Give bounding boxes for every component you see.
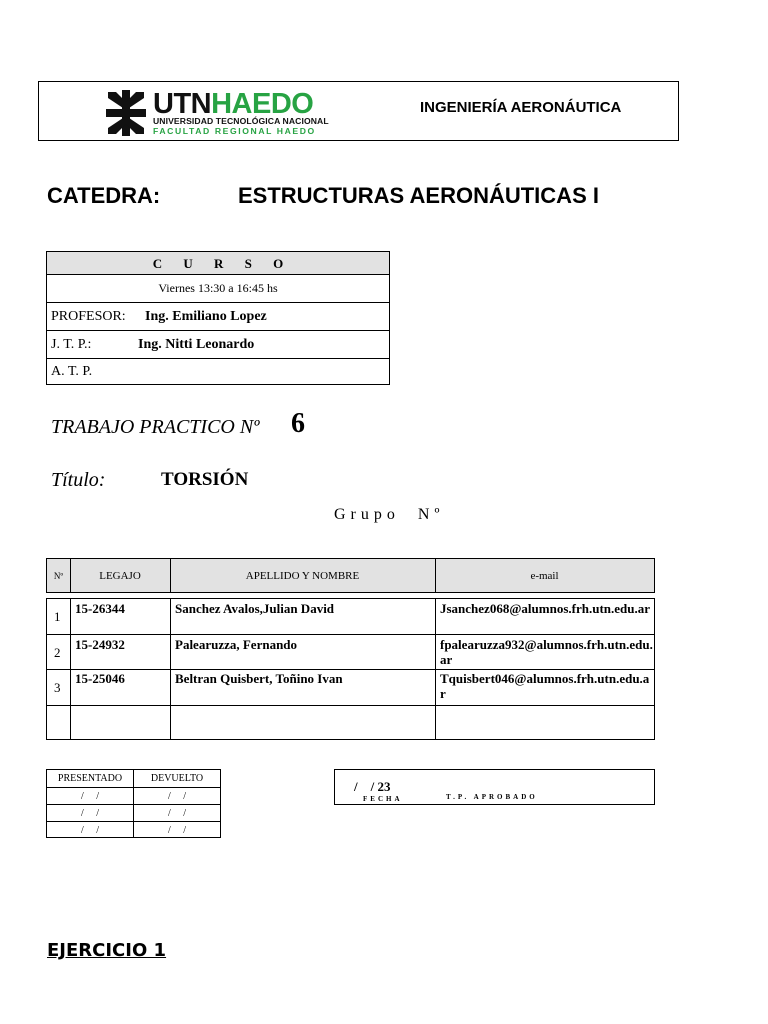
group-label: Grupo Nº (334, 506, 445, 523)
logo-faculty: FACULTAD REGIONAL HAEDO (153, 126, 316, 136)
row-legajo: 15-25046 (75, 671, 125, 686)
utn-emblem-icon (106, 90, 146, 136)
exercise-heading: EJERCICIO 1 (47, 940, 167, 961)
row-email: fpalearuzza932@alumnos.frh.utn.edu.ar (440, 637, 653, 667)
row-name: Beltran Quisbert, Toñino Ivan (175, 671, 343, 686)
jtp-value: Ing. Nitti Leonardo (138, 337, 255, 352)
header-legajo: LEGAJO (99, 569, 141, 582)
row-email: Jsanchez068@alumnos.frh.utn.edu.ar (440, 601, 650, 616)
row-name: Palearuzza, Fernando (175, 637, 298, 652)
row-legajo: 15-24932 (75, 637, 125, 652)
profesor-label: PROFESOR: (51, 309, 126, 324)
logo-wordmark: UTNHAEDO (153, 88, 314, 120)
tp-number: 6 (291, 408, 305, 439)
curso-profesor-row (47, 302, 389, 330)
curso-table (46, 251, 390, 385)
aprobado-label: T.P. APROBADO (446, 793, 538, 801)
entregas-row (47, 821, 220, 837)
students-body (46, 598, 655, 740)
utn-haedo-logo (106, 89, 366, 137)
profesor-value: Ing. Emiliano Lopez (145, 309, 267, 324)
devuelto-date: / / (167, 807, 187, 819)
header-name: APELLIDO Y NOMBRE (245, 569, 360, 582)
entregas-header (47, 770, 220, 787)
catedra-label: CATEDRA: (47, 183, 161, 208)
header-devuelto: DEVUELTO (150, 772, 204, 784)
logo-university: UNIVERSIDAD TECNOLÓGICA NACIONAL (153, 116, 329, 126)
presentado-date: / / (80, 807, 100, 819)
title-label: Título: (51, 469, 106, 491)
row-name: Sanchez Avalos,Julian David (175, 601, 335, 616)
header-email: e-mail (530, 569, 559, 582)
table-row (47, 669, 654, 706)
curso-jtp-row (47, 330, 389, 358)
presentado-date: / / (80, 790, 100, 802)
presentado-date: / / (80, 824, 100, 836)
entregas-table (46, 769, 221, 838)
department-title: INGENIERÍA AERONÁUTICA (420, 99, 622, 116)
entregas-row (47, 787, 220, 804)
row-legajo: 15-26344 (75, 601, 125, 616)
title-value: TORSIÓN (161, 469, 249, 490)
row-num: 3 (54, 680, 61, 695)
devuelto-date: / / (167, 790, 187, 802)
students-header (46, 558, 655, 593)
fecha-date: / / 23 (354, 779, 391, 794)
tp-label: TRABAJO PRACTICO Nº (51, 416, 260, 438)
fecha-label: FECHA (363, 795, 403, 803)
atp-label: A. T. P. (51, 364, 93, 379)
row-email: Tquisbert046@alumnos.frh.utn.edu.ar (440, 671, 650, 701)
row-num: 1 (54, 609, 61, 624)
curso-header: C U R S O (47, 252, 389, 275)
header-num: Nº (53, 570, 64, 581)
table-row (47, 634, 654, 670)
entregas-row (47, 804, 220, 821)
header-presentado: PRESENTADO (57, 772, 123, 784)
curso-atp-row (47, 358, 389, 384)
jtp-label: J. T. P.: (51, 337, 92, 352)
table-row (47, 599, 654, 635)
table-row (47, 705, 654, 740)
catedra-name: ESTRUCTURAS AERONÁUTICAS I (238, 183, 599, 208)
curso-schedule: Viernes 13:30 a 16:45 hs (158, 281, 278, 295)
row-num: 2 (54, 645, 61, 660)
devuelto-date: / / (167, 824, 187, 836)
